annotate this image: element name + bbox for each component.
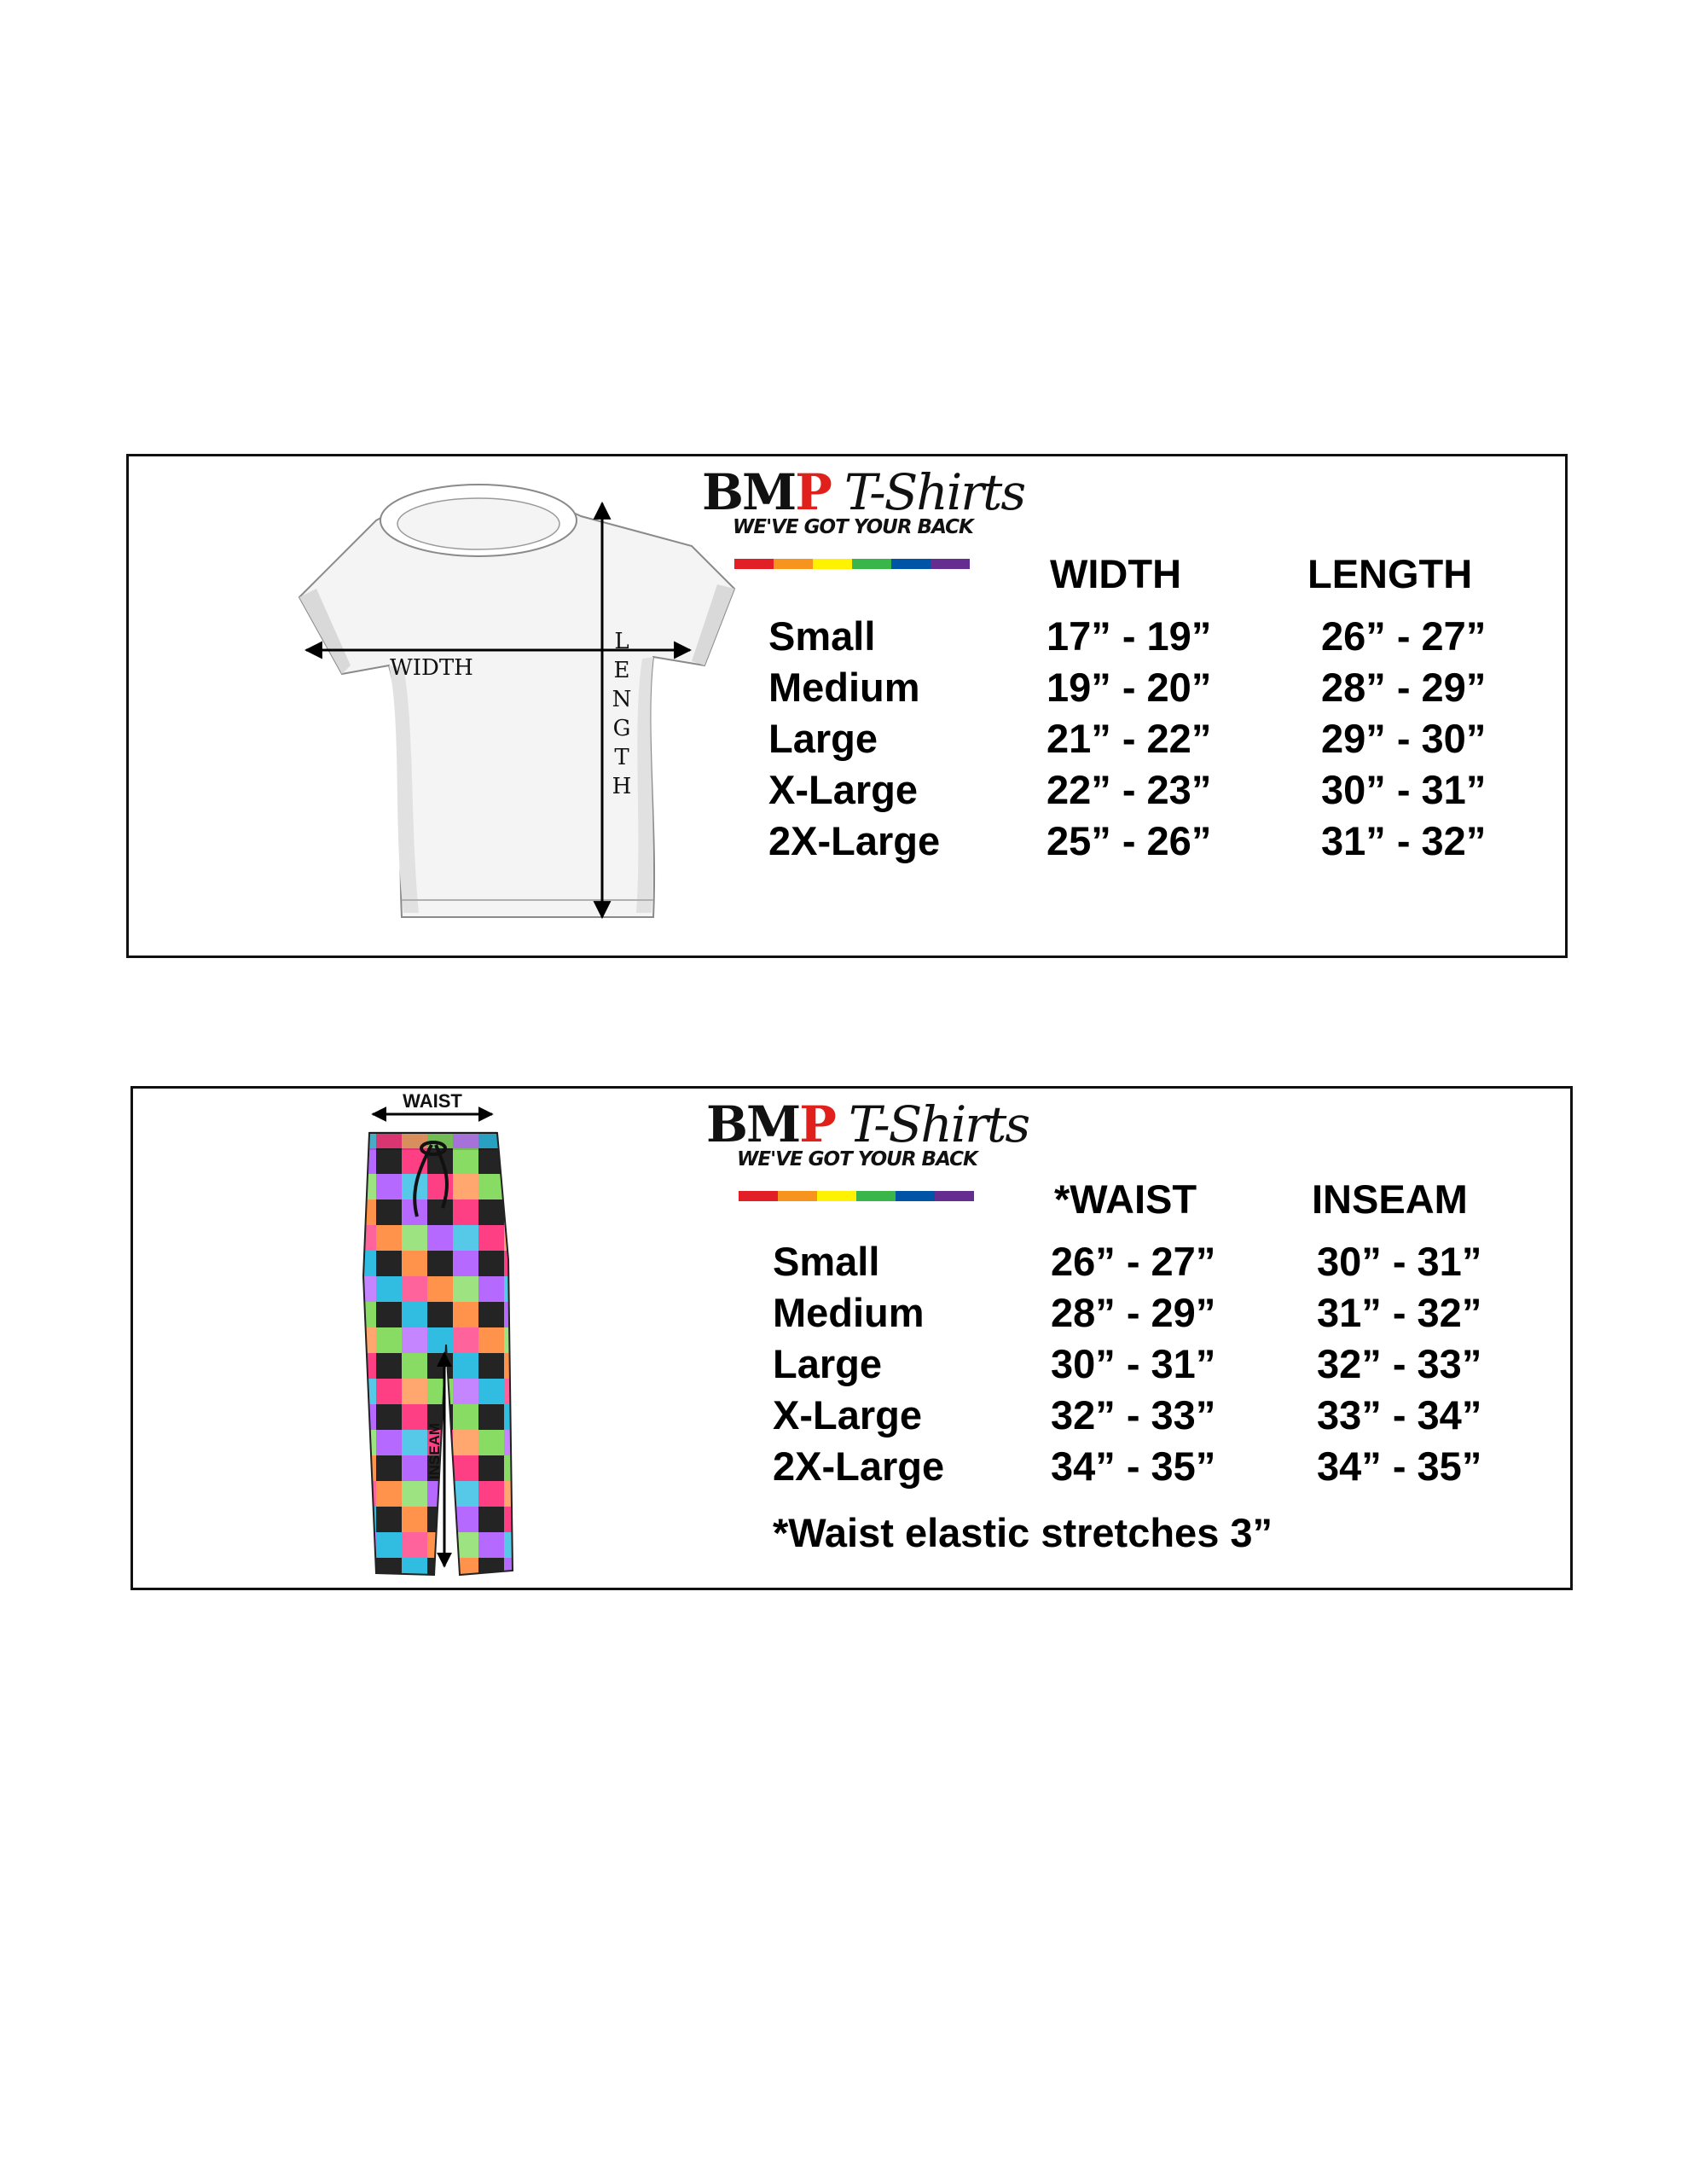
plaid-square [427,1532,453,1558]
plaid-square [453,1327,478,1353]
plaid-square [402,1353,427,1379]
plaid-square [402,1379,427,1404]
plaid-square [453,1455,478,1481]
plaid-square [351,1532,376,1558]
waist-value: 32” - 33” [1051,1392,1216,1438]
plaid-square [427,1174,453,1199]
plaid-square [530,1404,538,1430]
plaid-square [351,1379,376,1404]
plaid-square [376,1558,402,1583]
plaid-square [376,1174,402,1199]
plaid-square [504,1430,530,1455]
length-value: 29” - 30” [1321,716,1487,761]
plaid-square [351,1302,376,1327]
size-label: Large [773,1341,882,1386]
plaid-square [427,1353,453,1379]
plaid-square [376,1379,402,1404]
plaid-square [478,1532,504,1558]
size-label: 2X-Large [773,1443,945,1489]
plaid-square [478,1507,504,1532]
table-row [773,1391,1626,1443]
plaid-square [530,1174,538,1199]
plaid-square [453,1174,478,1199]
rainbow-stripe [931,559,970,569]
inseam-value: 34” - 35” [1317,1443,1482,1489]
plaid-square [453,1225,478,1251]
plaid-square [504,1148,530,1174]
plaid-square [351,1404,376,1430]
plaid-square [530,1302,538,1327]
plaid-square [478,1251,504,1276]
rainbow-stripe [734,559,774,569]
length-value: 28” - 29” [1321,665,1487,710]
plaid-square [402,1276,427,1302]
table-row [773,1443,1626,1494]
plaid-square [427,1583,453,1592]
svg-text:E: E [613,658,630,683]
length-value: 30” - 31” [1321,767,1487,812]
plaid-square [504,1583,530,1592]
plaid-square [402,1251,427,1276]
plaid-square [351,1558,376,1583]
plaid-square [530,1481,538,1507]
plaid-square [478,1430,504,1455]
plaid-square [402,1558,427,1583]
plaid-square [530,1353,538,1379]
plaid-square [402,1455,427,1481]
plaid-square [504,1199,530,1225]
inseam-value: 33” - 34” [1317,1392,1482,1438]
brand-logo [706,1095,1029,1208]
table-row [773,1238,1626,1289]
plaid-square [376,1302,402,1327]
plaid-square [453,1430,478,1455]
length-value: 26” - 27” [1321,613,1487,659]
plaid-square [530,1558,538,1583]
plaid-square [530,1430,538,1455]
plaid-square [351,1583,376,1592]
plaid-square [478,1327,504,1353]
tshirt-diagram [180,469,760,947]
column-header-length: LENGTH [1307,551,1473,596]
plaid-square [530,1148,538,1174]
plaid-square [351,1327,376,1353]
plaid-square [376,1481,402,1507]
plaid-square [453,1404,478,1430]
plaid-square [478,1199,504,1225]
width-value: 17” - 19” [1047,613,1212,659]
shirt-size-chart [126,454,1568,958]
plaid-square [478,1404,504,1430]
waist-value: 30” - 31” [1051,1341,1216,1386]
waist-value: 34” - 35” [1051,1443,1216,1489]
pants-size-chart [130,1086,1573,1590]
width-value: 22” - 23” [1047,767,1212,812]
plaid-square [504,1379,530,1404]
plaid-square [427,1327,453,1353]
table-row [768,613,1621,664]
plaid-square [402,1583,427,1592]
plaid-square [351,1199,376,1225]
rainbow-stripe [891,559,931,569]
size-label: Medium [773,1290,925,1335]
size-label: Medium [768,665,920,710]
plaid-square [478,1455,504,1481]
waist-stretch-note: *Waist elastic stretches 3” [773,1510,1273,1555]
plaid-square [402,1302,427,1327]
rainbow-stripe [852,559,891,569]
plaid-square [351,1353,376,1379]
table-row [773,1289,1626,1340]
plaid-square [504,1353,530,1379]
size-label: 2X-Large [768,818,941,863]
plaid-square [376,1327,402,1353]
size-label: Large [768,716,878,761]
plaid-square [427,1251,453,1276]
plaid-square [478,1276,504,1302]
plaid-square [402,1225,427,1251]
plaid-square [376,1507,402,1532]
size-label: X-Large [768,767,918,812]
plaid-square [376,1251,402,1276]
plaid-square [376,1225,402,1251]
plaid-square [453,1251,478,1276]
plaid-square [351,1430,376,1455]
brand-name: BMP T-Shirts [702,463,1025,521]
plaid-square [453,1302,478,1327]
plaid-square [504,1327,530,1353]
width-value: 25” - 26” [1047,818,1212,863]
brand-name: BMP T-Shirts [706,1095,1029,1153]
svg-text:L: L [614,629,629,654]
waist-value: 26” - 27” [1051,1239,1216,1284]
waist-diagram-label: WAIST [403,1090,462,1112]
table-row [768,664,1621,715]
plaid-square [530,1123,538,1148]
plaid-square [376,1148,402,1174]
plaid-square [530,1225,538,1251]
plaid-square [504,1123,530,1148]
plaid-square [402,1327,427,1353]
rainbow-stripe [774,559,813,569]
plaid-square [530,1379,538,1404]
width-value: 19” - 20” [1047,665,1212,710]
plaid-square [376,1455,402,1481]
plaid-square [504,1532,530,1558]
plaid-square [504,1455,530,1481]
plaid-square [530,1199,538,1225]
rainbow-stripe [778,1191,817,1201]
plaid-square [453,1199,478,1225]
width-diagram-label: WIDTH [390,655,473,681]
plaid-square [530,1327,538,1353]
table-row [768,766,1621,817]
size-label: Small [768,613,876,659]
plaid-square [351,1507,376,1532]
plaid-square [504,1302,530,1327]
plaid-square [530,1532,538,1558]
rainbow-stripe [896,1191,935,1201]
plaid-square [427,1558,453,1583]
plaid-square [530,1276,538,1302]
plaid-square [504,1404,530,1430]
plaid-square [453,1353,478,1379]
rainbow-stripe [856,1191,896,1201]
plaid-square [427,1276,453,1302]
plaid-square [376,1430,402,1455]
plaid-square [530,1251,538,1276]
size-label: Small [773,1239,880,1284]
rainbow-stripe [813,559,852,569]
plaid-square [376,1353,402,1379]
plaid-square [530,1507,538,1532]
plaid-square [376,1276,402,1302]
plaid-square [478,1353,504,1379]
inseam-value: 31” - 32” [1317,1290,1482,1335]
plaid-square [453,1558,478,1583]
size-label: X-Large [773,1392,922,1438]
plaid-square [427,1481,453,1507]
plaid-square [402,1507,427,1532]
plaid-square [453,1379,478,1404]
plaid-square [351,1174,376,1199]
svg-text:T: T [614,745,629,770]
brand-logo [702,463,1025,576]
svg-text:H: H [612,774,632,799]
brand-tagline: WE'VE GOT YOUR BACK [733,516,973,538]
svg-text:N: N [612,687,632,712]
brand-tagline: WE'VE GOT YOUR BACK [737,1148,977,1170]
inseam-diagram-label: INSEAM [426,1422,443,1480]
length-value: 31” - 32” [1321,818,1487,863]
plaid-square [402,1481,427,1507]
rainbow-stripe [739,1191,778,1201]
column-header-width: WIDTH [1050,551,1182,596]
plaid-square [504,1507,530,1532]
plaid-square [478,1174,504,1199]
svg-text:G: G [612,716,631,741]
plaid-square [530,1455,538,1481]
inseam-value: 32” - 33” [1317,1341,1482,1386]
plaid-square [376,1583,402,1592]
plaid-square [478,1583,504,1592]
rainbow-bar [739,1191,974,1201]
rainbow-bar [734,559,970,569]
plaid-square [427,1302,453,1327]
plaid-square [402,1430,427,1455]
plaid-square [478,1302,504,1327]
plaid-square [478,1481,504,1507]
plaid-square [402,1532,427,1558]
plaid-square [351,1148,376,1174]
plaid-square [376,1532,402,1558]
rainbow-stripe [935,1191,974,1201]
plaid-square [453,1481,478,1507]
table-row [773,1340,1626,1391]
waist-value: 28” - 29” [1051,1290,1216,1335]
table-row [768,817,1621,868]
plaid-square [427,1507,453,1532]
plaid-square [453,1276,478,1302]
plaid-square [402,1404,427,1430]
plaid-square [427,1199,453,1225]
plaid-square [478,1379,504,1404]
column-header-inseam: INSEAM [1312,1176,1468,1222]
inseam-value: 30” - 31” [1317,1239,1482,1284]
rainbow-stripe [817,1191,856,1201]
column-header-waist: *WAIST [1054,1176,1197,1222]
plaid-square [376,1199,402,1225]
plaid-square [453,1148,478,1174]
plaid-square [504,1174,530,1199]
plaid-square [427,1225,453,1251]
pants-diagram [351,1089,538,1592]
table-row [768,715,1621,766]
plaid-square [453,1583,478,1592]
width-value: 21” - 22” [1047,716,1212,761]
plaid-square [351,1225,376,1251]
plaid-square [478,1225,504,1251]
plaid-square [478,1558,504,1583]
plaid-square [504,1481,530,1507]
plaid-square [530,1583,538,1592]
plaid-square [376,1404,402,1430]
